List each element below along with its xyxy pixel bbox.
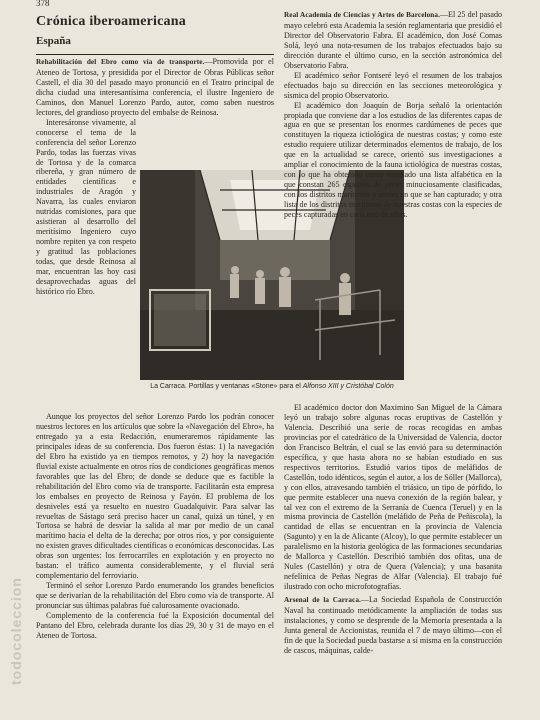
paragraph: El académico doctor don Maximino San Miguel de la Cámara leyó un trabajo sobre algunas rocas eruptivas de Castellón y Valencia. Describió una serie de rocas recogidas en ambas provincias por el catedrático de la Universidad de Valencia, doctor don Francisco Beltrán, el cual se las envió para su determinación específica, y que hasta ahora no se habían estudiado en sus respectivos territorios. Estudió varios tipos de meláfidos de Castellón, todo idénticos, según el autor, a los de Sóller (Mallorca), y con ellos, atravesando también el triásico, un tipo de pórfido, lo que permite establecer una nueva conexión de la región balear, y tal vez con el extremo de la Serranía de Cuenca (Teruel) y en la misma provincia de Castellón (meláfido de Peña de Peñíscola), la cantidad de ellas se encuentran en la provincia de Valencia (Sagunto) y en la de Alicante (Alcoy), lo que permite establecer un paralelismo en la historia geológica de las formaciones secundarias de Mallorca y Castellón. Describió también dos ofitas, una de Nules (Castellón) y otra de Quera (Valencia); y una basanita nefelínica de Peñas Negras de Alfar (Valencia). El trabajo fué ilustrado con ocho microfotografías. xyxy=(284,403,502,592)
page-number: 378 xyxy=(36,0,50,8)
photo-caption: La Carraca. Portillas y ventanas «Stone» para el Alfonso XIII y Cristóbal Colón xyxy=(150,383,394,390)
section-rule xyxy=(36,54,274,55)
section-title: Crónica iberoamericana xyxy=(36,14,186,29)
paragraph: Rehabilitación del Ebro como vía de transporte.—Promovida por el Ateneo de Tortosa, y presidida por el Director de Obras Públicas señor Castell, el día 30 del pasado mayo pronunció en el Teatro principal de dicha ciudad una interesantísima conferencia, el ilustre Ingeniero de Caminos, don Manuel Lorenzo Pardo, autor, como saben nuestros lectores, del grandioso proyecto del embalse de Reinosa. xyxy=(36,57,274,117)
paragraph: Complemento de la conferencia fué la Exposición documental del Pantano del Ebro, celebrada durante los días 29, 30 y 31 de mayo en el Ateneo de Tortosa. xyxy=(36,611,274,640)
right-column-bottom xyxy=(284,403,502,656)
watermark: todocoleccion xyxy=(8,577,24,685)
paragraph: Interesáronse vivamente, al conocerse el tema de la conferencia del señor Lorenzo Pardo, todas las fuerzas vivas de Tortosa y de la comarca ribereña, y gran número de entidades científicas e industriales de Aragón y Navarra, las cuales enviaron nutridas comisiones, para que asistieran al desarrollo del meritísimo Ingeniero cuyo nombre repiten ya con respeto y gratitud las poblaciones todas, que desde Reinosa al mar, encuentran las hoy casi desaprovechadas aguas del histórico río Ebro. xyxy=(36,117,136,296)
paragraph: Real Academia de Ciencias y Artes de Barcelona.—El 25 del pasado mayo celebró esta Academia la sesión reglamentaria que presidió el Director del Observatorio Fabra. El académico, don José Comas Solá, leyó una nota-resumen de los trabajos efectuados bajo su dirección durante el último curso, en la sección astronómica del Observatorio Fabra. xyxy=(284,10,502,70)
paragraph: El académico don Joaquín de Borja señaló la orientación propiada que conviene dar a los estudios de las diferentes capas de agua en que se presentan los enormes cardúmenes de peces que constituyen la riqueza ictiológica de nuestras costas; y como este estudio requiere utilizar determinados elementos de trabajo, de los que en la actualidad se carece, orientó sus investigaciones a ampliar el conocimiento de la fauna ictiológica de nuestras costas, con lo que ha obtenido como resultado una lista alfabética en la que constan 265 especies de peces minuciosamente clasificadas, con los distritos marítimos y meses en que se han capturado; y otra lista de los distritos marítimos de nuestras costas con la especies de peces capturadas en cada uno de ellos. xyxy=(284,100,502,220)
paragraph: Aunque los proyectos del señor Lorenzo Pardo los podrán conocer nuestros lectores en los artículos que sobre la «Navegación del Ebro», ha entregado ya a esta Redacción, enumeraremos rápidamente las principales ideas de su conferencia. Dos fueron éstas: 1) la navegación del Ebro ha existido ya en tiempos remotos, y 2) hoy la navegación fluvial existe actualmente en otros ríos de condiciones geográficas menos favorables que las del Ebro; de donde se deduce que es factible la rehabilitación del Ebro como vía de transporte. Facilitarán esta empresa los embalses en proyecto de Reinosa y Fayón. El problema de los desniveles está ya resuelto en nuestro Guadalquivir. Para salvar las revueltas de Sástago será preciso hacer un canal, quizá un túnel, y en Tortosa se habrá de desviar la salida al mar por medio de un canal marítimo hacia el delta de la derecha; por otros ríos, y por consiguiente no existen graves dificultades científicas o económicas desconocidas. Las obras son urgentes: los ferrocarriles en explotación y en proyecto no bastan: el tráfico aumenta considerablemente, y el fluvial será complementario del ferroviario. xyxy=(36,412,274,581)
article-lead: Rehabilitación del Ebro como vía de transporte. xyxy=(36,58,205,66)
paragraph: Arsenal de la Carraca.—La Sociedad Española de Construcción Naval ha continuado metódicamente la ampliación de todas sus instalaciones, y como se desprende de la Memoria presentada a la Junta general de Accionistas, reunida el 7 de mayo último—con el fin de que la Sociedad pueda bastarse a sí misma en la construcción de cascos, máquinas, calde- xyxy=(284,595,502,655)
paragraph: Terminó el señor Lorenzo Pardo enumerando los grandes beneficios que se derivarían de la rehabilitación del Ebro como vía de transporte. Al pronunciar sus últimas palabras fué calurosamente ovacionado. xyxy=(36,581,274,611)
left-column-bottom xyxy=(36,412,274,641)
paragraph: El académico señor Fontseré leyó el resumen de los trabajos efectuados bajo su dirección en las secciones meteorológica y sísmica del propio Observatorio. xyxy=(284,70,502,100)
right-column-top xyxy=(284,10,502,220)
country-heading: España xyxy=(36,35,71,47)
article-lead: Real Academia de Ciencias y Artes de Barcelona. xyxy=(284,11,440,19)
article-lead: Arsenal de la Carraca. xyxy=(284,596,361,605)
